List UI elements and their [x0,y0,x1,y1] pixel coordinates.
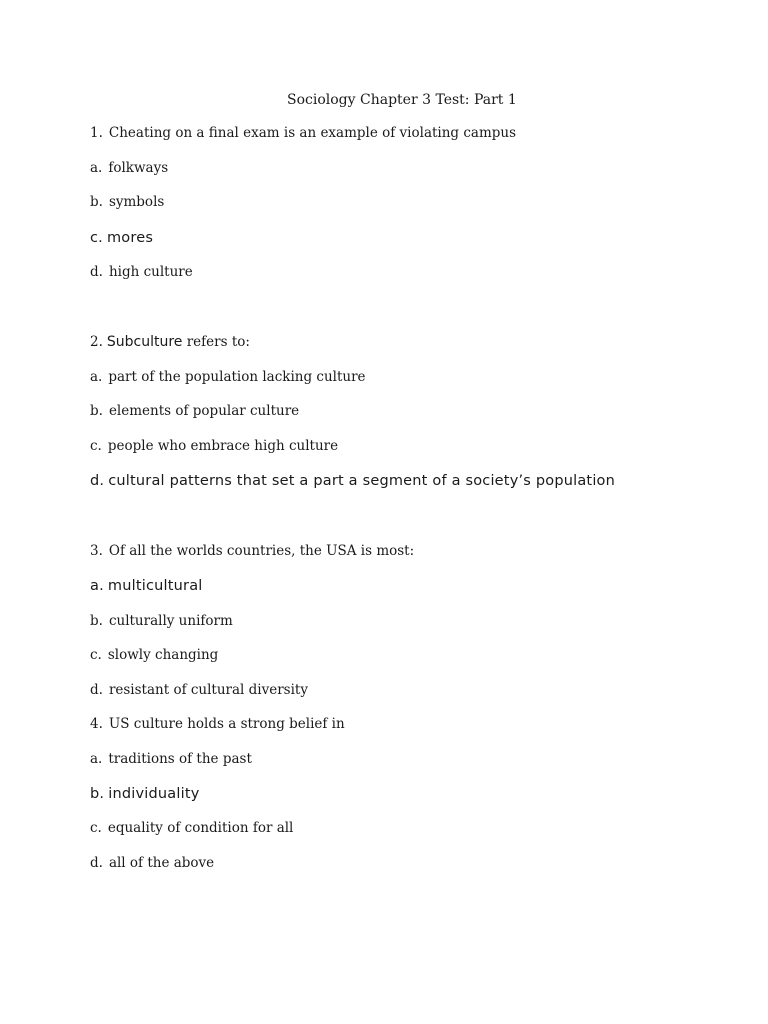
option-label: b. [90,403,103,419]
option-label: d. [90,264,103,280]
question-2-option-b [90,405,299,419]
document-title: Sociology Chapter 3 Test: Part 1 [287,92,517,108]
option-text: symbols [108,194,165,210]
option-label: d. [90,682,103,698]
question-4 [90,718,345,732]
question-1 [90,127,516,141]
question-4-option-c [90,822,293,836]
question-number: 3. [90,543,103,559]
question-2-option-a [90,371,366,385]
option-label: a. [90,751,103,767]
question-text: US culture holds a strong belief in [108,716,345,732]
question-4-option-b [90,787,199,802]
option-text: cultural patterns that set a part a segment of a society’s population [108,473,616,489]
question-4-option-a [90,753,252,767]
question-3-option-c [90,649,218,663]
option-text: individuality [108,786,200,802]
option-text: folkways [108,160,169,176]
question-number: 4. [90,716,103,732]
option-label: b. [90,194,103,210]
option-label: b. [90,613,103,629]
question-1-option-b [90,196,164,210]
option-label: b. [90,786,105,802]
question-2-option-d [90,474,615,489]
question-text: Cheating on a final exam is an example of violating campus [108,125,517,141]
question-3-option-b [90,615,233,629]
question-3-option-d [90,684,308,698]
question-text: refers to: [186,334,250,350]
question-1-option-a [90,162,168,176]
question-2 [90,335,250,350]
option-text: slowly changing [107,647,219,663]
option-label: a. [90,369,103,385]
option-label: d. [90,855,103,871]
option-text: high culture [108,264,193,280]
question-1-option-c [90,231,153,246]
option-label: c. [90,438,102,454]
option-text: resistant of cultural diversity [108,682,308,698]
option-text: people who embrace high culture [107,438,339,454]
option-label: c. [90,647,102,663]
question-4-option-d [90,857,214,871]
option-text: multicultural [107,578,203,594]
option-label: a. [90,160,103,176]
option-text: traditions of the past [108,751,252,767]
option-text: equality of condition for all [107,820,294,836]
question-3 [90,545,414,559]
option-text: mores [106,230,154,246]
option-label: c. [90,820,102,836]
option-text: elements of popular culture [108,403,300,419]
question-emphasis: Subculture [106,334,183,350]
question-2-option-c [90,440,338,454]
option-label: d. [90,473,105,489]
question-number: 2. [90,334,103,350]
option-text: all of the above [108,855,215,871]
option-text: part of the population lacking culture [108,369,366,385]
question-text: Of all the worlds countries, the USA is most: [108,543,415,559]
question-1-option-d [90,266,193,280]
option-label: a. [90,578,104,594]
option-text: culturally uniform [108,613,233,629]
question-number: 1. [90,125,103,141]
question-3-option-a [90,579,203,594]
option-label: c. [90,230,103,246]
